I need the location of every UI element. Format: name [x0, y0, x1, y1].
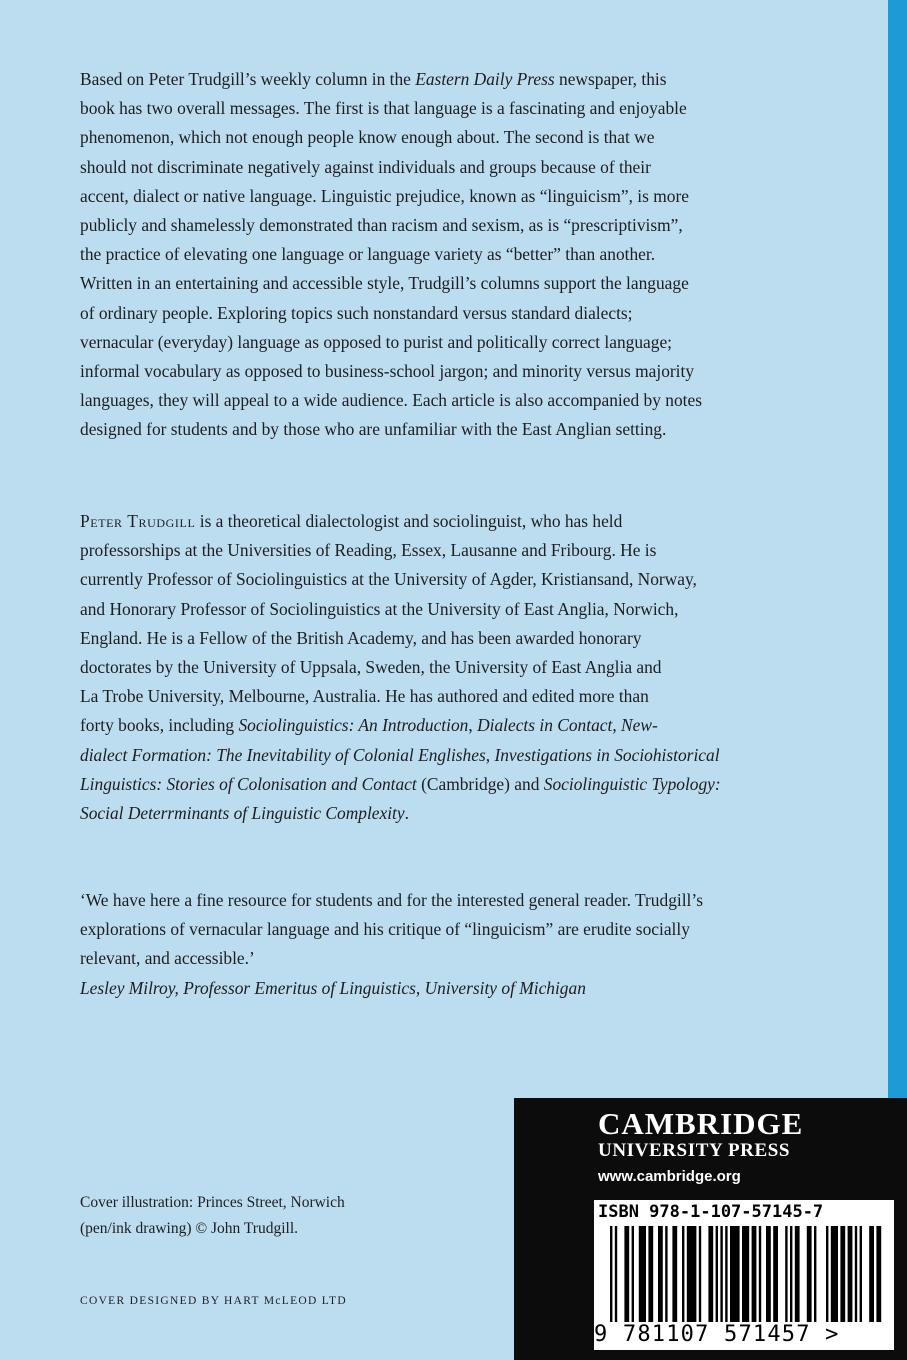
- quote-attribution: Lesley Milroy, Professor Emeritus of Linguistics, University of Michigan: [80, 977, 586, 998]
- blurb-line: languages, they will appeal to a wide audience. Each article is also accompanied by notes: [80, 390, 702, 411]
- blurb-line: [80, 65, 770, 94]
- review-quote: [80, 886, 770, 1003]
- cover-designer-credit: COVER DESIGNED BY HART McLEOD LTD: [80, 1295, 347, 1307]
- book-blurb: [80, 65, 770, 445]
- credit-line: (pen/ink drawing) © John Trudgill.: [80, 1220, 299, 1237]
- bio-text: ,: [612, 715, 622, 736]
- barcode-panel: [594, 1200, 894, 1350]
- quote-line: ‘We have here a fine resource for students and for the interested general reader. Trudgill’s: [80, 890, 703, 910]
- bio-text: .: [404, 803, 409, 824]
- publisher-panel: [514, 1098, 907, 1360]
- bio-text: forty books, including: [80, 715, 239, 736]
- bio-line: doctorates by the University of Uppsala, Sweden, the University of East Anglia and: [80, 657, 662, 678]
- book-title: dialect Formation: The Inevitability of Colonial Englishes: [80, 744, 486, 765]
- book-title: Sociolinguistic Typology:: [543, 773, 721, 794]
- book-title: Sociolinguistics: An Introduction: [238, 715, 469, 736]
- blurb-line: vernacular (everyday) language as opposed to purist and politically correct language;: [80, 331, 673, 352]
- bio-line: [80, 799, 770, 828]
- publisher-logo-name: CAMBRIDGE: [598, 1106, 804, 1141]
- blurb-line: informal vocabulary as opposed to business-school jargon; and minority versus majority: [80, 361, 695, 382]
- author-bio: [80, 507, 770, 828]
- blurb-line: phenomenon, which not enough people know enough about. The second is that we: [80, 127, 655, 148]
- blurb-line: of ordinary people. Exploring topics such nonstandard versus standard dialects;: [80, 302, 633, 323]
- bio-line: [80, 741, 770, 770]
- blurb-line: publicly and shamelessly demonstrated than racism and sexism, as is “prescriptivism”,: [80, 215, 683, 236]
- blurb-line: should not discriminate negatively against individuals and groups because of their: [80, 156, 651, 177]
- quote-line: explorations of vernacular language and his critique of “linguicism” are erudite socially: [80, 919, 690, 940]
- spine-color-strip: [888, 0, 907, 1098]
- barcode-digits: 9 781107 571457 >: [594, 1322, 840, 1347]
- bio-text: is a theoretical dialectologist and sociolinguist, who has held: [195, 511, 623, 531]
- bio-line: [80, 711, 770, 740]
- newspaper-title: Eastern Daily Press: [415, 69, 555, 89]
- bio-line: [80, 507, 770, 536]
- publisher-url: www.cambridge.org: [598, 1168, 741, 1185]
- blurb-line: accent, dialect or native language. Linguistic prejudice, known as “linguicism”, is more: [80, 185, 689, 206]
- publisher-logo-subtitle: UNIVERSITY PRESS: [598, 1140, 791, 1161]
- cover-illustration-credit: [80, 1190, 345, 1242]
- book-title: Dialects in Contact: [477, 715, 613, 736]
- bio-text: ,: [485, 744, 495, 765]
- bio-line: professorships at the Universities of Reading, Essex, Lausanne and Fribourg. He is: [80, 540, 657, 561]
- bio-line: and Honorary Professor of Sociolinguistics at the University of East Anglia, Norwich,: [80, 598, 679, 619]
- author-name: Peter Trudgill: [80, 511, 196, 531]
- bio-line: currently Professor of Sociolinguistics at the University of Agder, Kristiansand, Norway,: [80, 569, 697, 590]
- quote-line: relevant, and accessible.’: [80, 948, 255, 969]
- bio-line: [80, 770, 770, 799]
- book-title: Investigations in Sociohistorical: [494, 744, 720, 765]
- bio-line: England. He is a Fellow of the British Academy, and has been awarded honorary: [80, 627, 642, 648]
- book-title: Social Deterrminants of Linguistic Complexity: [80, 803, 405, 824]
- book-title: New-: [621, 715, 658, 736]
- bio-text: (Cambridge) and: [416, 773, 544, 794]
- bio-line: La Trobe University, Melbourne, Australia. He has authored and edited more than: [80, 686, 649, 707]
- bio-text: ,: [468, 715, 478, 736]
- blurb-text: newspaper, this: [554, 69, 667, 89]
- blurb-text: Based on Peter Trudgill’s weekly column in the: [80, 69, 416, 89]
- blurb-line: book has two overall messages. The first is that language is a fascinating and enjoyable: [80, 98, 687, 119]
- barcode-icon: [604, 1226, 884, 1322]
- blurb-line: Written in an entertaining and accessible style, Trudgill’s columns support the language: [80, 273, 689, 294]
- credit-line: Cover illustration: Princes Street, Norwich: [80, 1194, 345, 1211]
- book-title: Linguistics: Stories of Colonisation and Contact: [80, 773, 417, 794]
- blurb-line: designed for students and by those who are unfamiliar with the East Anglian setting.: [80, 419, 667, 440]
- isbn-label: ISBN 978-1-107-57145-7: [598, 1202, 824, 1222]
- blurb-line: the practice of elevating one language or language variety as “better” than another.: [80, 244, 656, 265]
